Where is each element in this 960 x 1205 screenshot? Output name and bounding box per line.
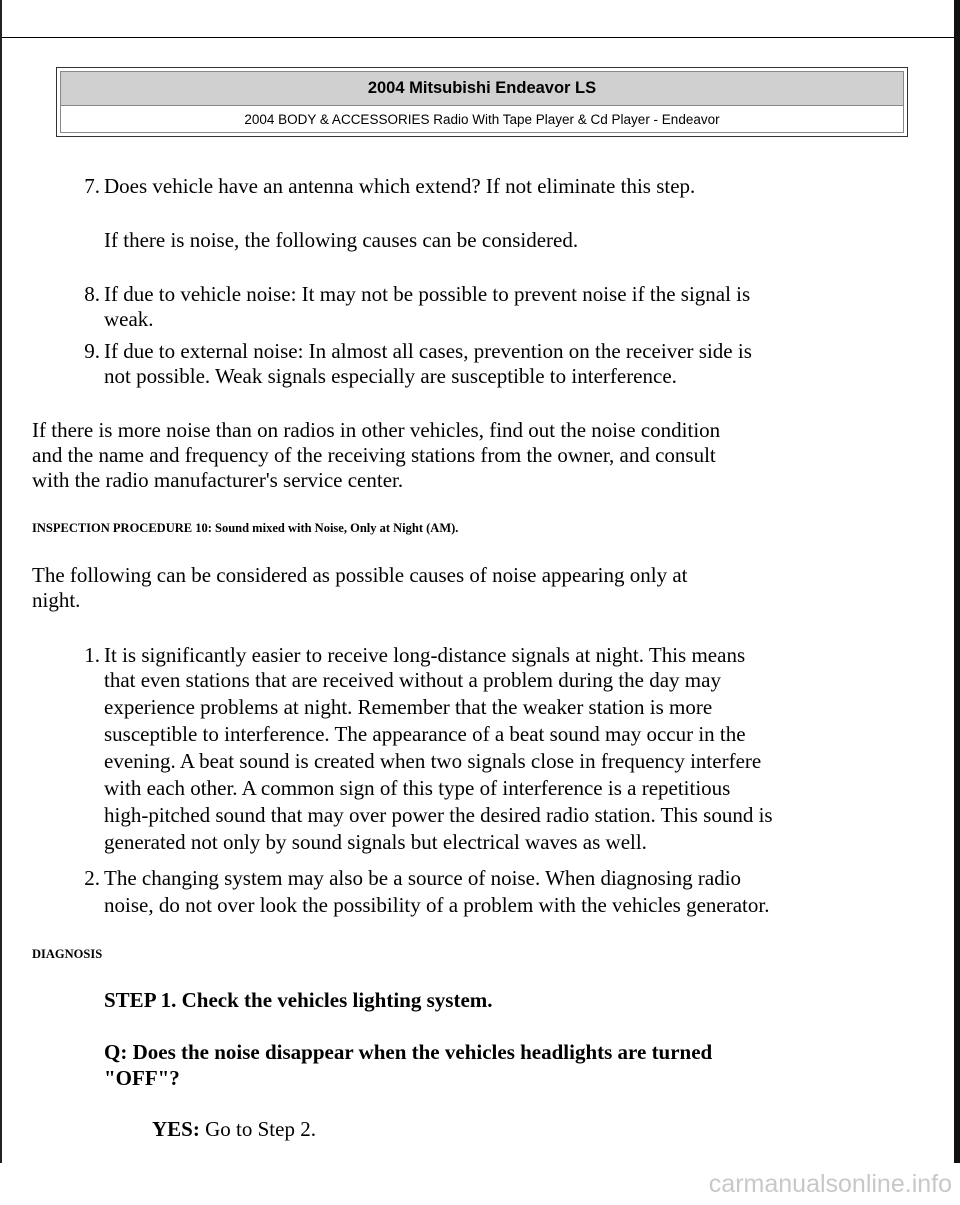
procedure-heading: INSPECTION PROCEDURE 10: Sound mixed with Noise, Only at Night (AM). (32, 521, 459, 535)
list-item-text: susceptible to interference. The appearance of a beat sound may occur in the (104, 722, 746, 746)
list-item-number: 9. (84, 339, 100, 363)
page-right-border (954, 0, 960, 1163)
list-item-number: 8. (84, 282, 100, 306)
list-item-text: Does vehicle have an antenna which extend? If not eliminate this step. (104, 174, 696, 198)
list-item-text: If due to vehicle noise: It may not be possible to prevent noise if the signal is (104, 282, 751, 306)
document-header-inner (60, 71, 904, 133)
vehicle-title: 2004 Mitsubishi Endeavor LS (61, 72, 903, 106)
list-item-text: that even stations that are received without a problem during the day may (104, 668, 721, 692)
section-subtitle: 2004 BODY & ACCESSORIES Radio With Tape Player & Cd Player - Endeavor (244, 112, 720, 127)
answer-yes (152, 1117, 316, 1142)
question-line: "OFF"? (104, 1066, 180, 1090)
diagnosis-heading: DIAGNOSIS (32, 947, 103, 961)
list-item-text: experience problems at night. Remember that the weaker station is more (104, 695, 713, 719)
page-left-border (0, 0, 2, 1163)
paragraph-line: night. (32, 588, 81, 612)
list-item-text: evening. A beat sound is created when two signals close in frequency interfere (104, 749, 762, 773)
list-item-number: 1. (84, 643, 100, 667)
step-heading: STEP 1. Check the vehicles lighting system. (104, 988, 493, 1012)
answer-yes-text: Go to Step 2. (199, 1117, 316, 1141)
list-item-text: with each other. A common sign of this type of interference is a repetitious (104, 776, 731, 800)
page-top-border (0, 37, 960, 38)
list-item-text: weak. (104, 307, 154, 331)
list-item-text: noise, do not over look the possibility of a problem with the vehicles generator. (104, 893, 770, 917)
list-item-text: generated not only by sound signals but electrical waves as well. (104, 830, 647, 854)
list-item-text: not possible. Weak signals especially are susceptible to interference. (104, 364, 677, 388)
site-watermark: carmanualsonline.info (708, 1170, 952, 1198)
list-item-text: high-pitched sound that may over power the desired radio station. This sound is (104, 803, 773, 827)
list-item-number: 2. (84, 866, 100, 890)
list-item-text: The changing system may also be a source of noise. When diagnosing radio (104, 866, 742, 890)
list-item-text: If there is noise, the following causes can be considered. (104, 228, 579, 252)
list-item-number: 7. (84, 174, 100, 198)
document-header (56, 67, 908, 137)
paragraph-line: If there is more noise than on radios in other vehicles, find out the noise condition (32, 418, 721, 442)
answer-yes-label: YES: (152, 1117, 200, 1141)
paragraph-line: and the name and frequency of the receiving stations from the owner, and consult (32, 443, 716, 467)
question-line: Q: Does the noise disappear when the vehicles headlights are turned (104, 1040, 713, 1064)
list-item-text: If due to external noise: In almost all cases, prevention on the receiver side is (104, 339, 752, 363)
paragraph-line: with the radio manufacturer's service center. (32, 468, 404, 492)
paragraph-line: The following can be considered as possible causes of noise appearing only at (32, 563, 688, 587)
list-item-text: It is significantly easier to receive long-distance signals at night. This means (104, 643, 746, 667)
